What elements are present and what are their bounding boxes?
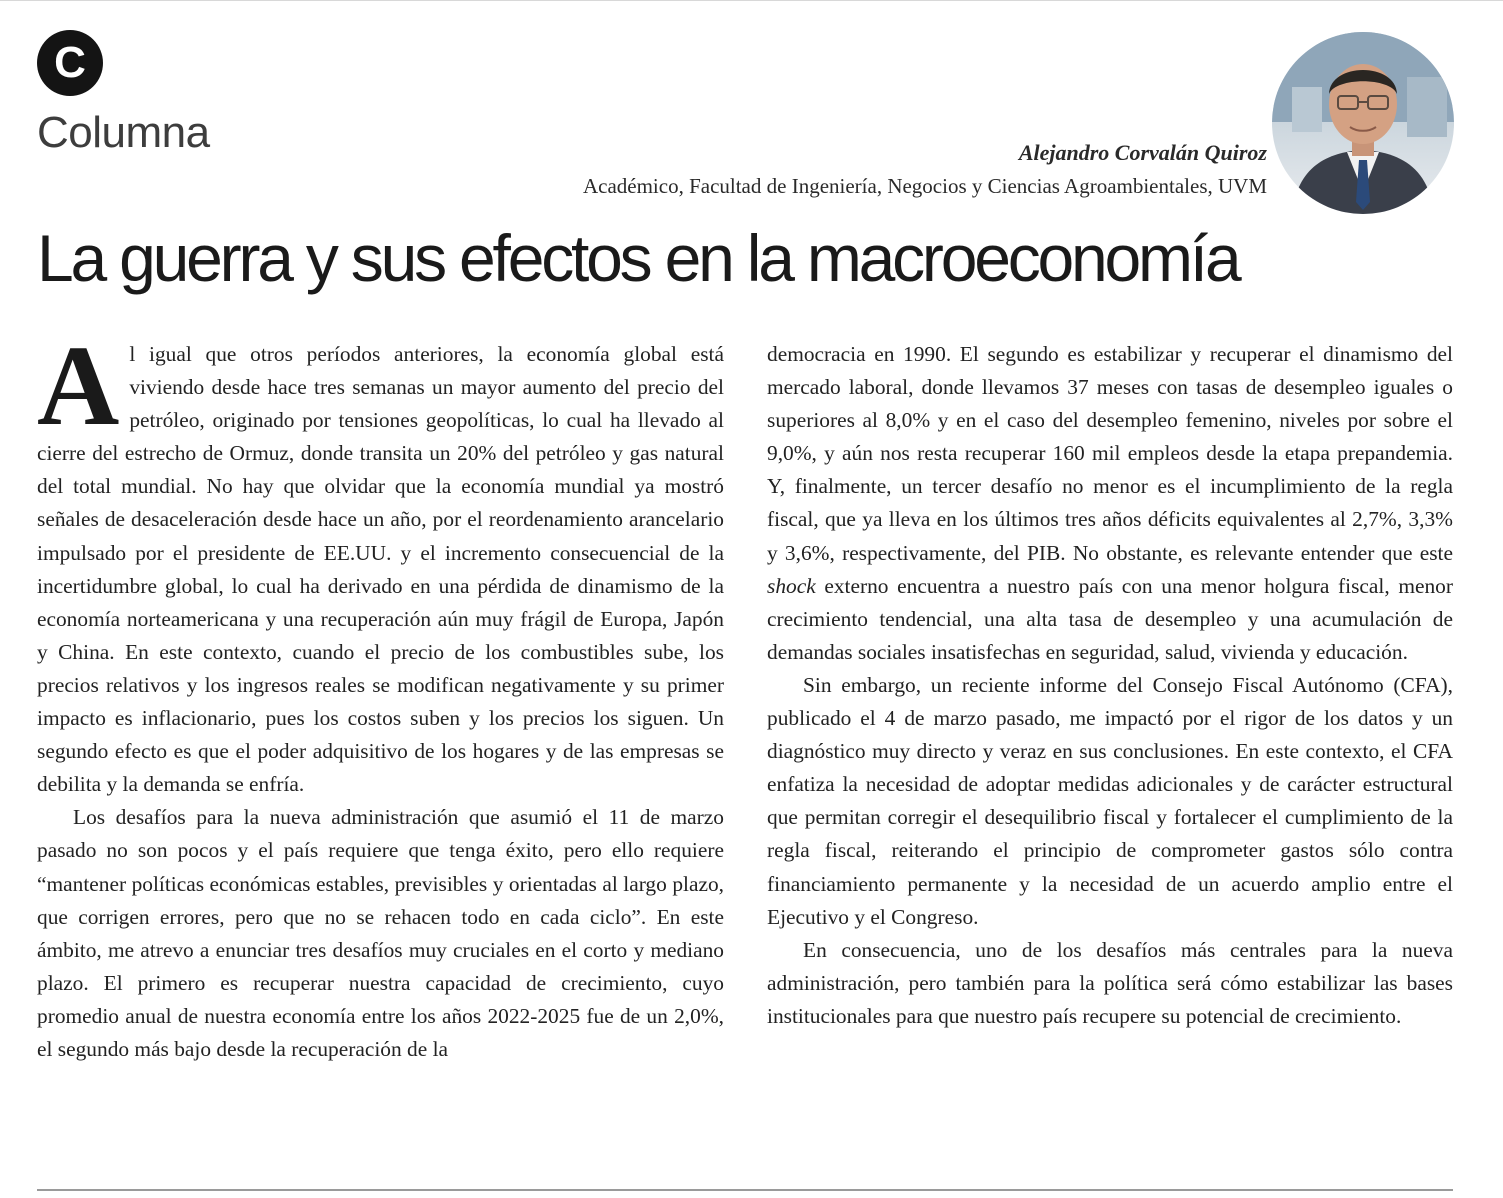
- author-avatar: [1272, 32, 1454, 214]
- person-portrait-icon: [1272, 32, 1454, 214]
- author-role: Académico, Facultad de Ingeniería, Negocios y Ciencias Agroambientales, UVM: [582, 174, 1267, 198]
- paragraph-4: En consecuencia, uno de los desafíos más centrales para la nueva administración, pero también para la política será cómo estabilizar las bases institucionales para que nuestro país recupere su potencial de crecimiento.: [767, 937, 1453, 1028]
- bottom-rule: [37, 1189, 1453, 1191]
- paragraph-2: Los desafíos para la nueva administración que asumió el 11 de marzo pasado no son pocos y el país requiere que tenga éxito, pero ello requiere “mantener políticas económicas estables, previsibles y orientadas al largo plazo, que corrigen errores, pero que no se rehacen todo en cada ciclo”. En este ámbito, me atrevo a enunciar tres desafíos muy cruciales en el corto y mediano plazo. El primero es recuperar nuestra capacidad de crecimiento, cuyo promedio anual de nuestra economía entre los años 2022-2025 fue de un 2,0%, el segundo más bajo desde la recuperación de la: [37, 805, 724, 1061]
- section-label: Columna: [37, 108, 210, 157]
- paragraph-2-continued: [767, 338, 1453, 669]
- paragraph-1-text: l igual que otros períodos anteriores, la economía global está viviendo desde hace tres semanas un mayor aumento del precio del petróleo, originado por tensiones geopolíticas, lo cual ha llevado al cierre del estrecho de Ormuz, donde transita un 20% del petróleo y gas natural del total mundial. No hay que olvidar que la economía mundial ya mostró señales de desaceleración desde hace un año, por el reordenamiento arancelario impulsado por el presidente de EE.UU. y el incremento consecuencial de la incertidumbre global, lo cual ha derivado en una pérdida de dinamismo de la economía norteamericana y una recuperación aún muy frágil de Europa, Japón y China. En este contexto, cuando el precio de los combustibles sube, los precios relativos y los ingresos reales se modifican negativamente y su primer impacto es inflacionario, pues los costos suben y los precios los siguen. Un segundo efecto es que el poder adquisitivo de los hogares y de las empresas se debilita y la demanda se enfría.: [37, 342, 724, 797]
- article-column-left: [37, 322, 724, 1066]
- paragraph-2-cont-text-a: democracia en 1990. El segundo es estabilizar y recuperar el dinamismo del mercado laboral, donde llevamos 37 meses con tasas de desempleo iguales o superiores al 8,0% y en el caso del desempleo femenino, niveles por sobre el 9,0%, y aún nos resta recuperar 160 mil empleos desde la etapa prepandemia. Y, finalmente, un tercer desafío no menor es el incumplimiento de la regla fiscal, que ya lleva en los últimos tres años déficits equivalentes al 2,7%, 3,3% y 3,6%, respectivamente, del PIB. No obstante, es relevante entender que este: [767, 342, 1453, 565]
- badge-letter: C: [54, 38, 86, 87]
- top-rule: [0, 0, 1503, 1]
- column-badge: [37, 30, 103, 96]
- drop-cap: A: [37, 322, 120, 449]
- author-name: Alejandro Corvalán Quiroz: [1018, 140, 1267, 165]
- paragraph-2-cont-text-b: externo encuentra a nuestro país con una menor holgura fiscal, menor crecimiento tendencial, una alta tasa de desempleo y una acumulación de demandas sociales insatisfechas en seguridad, salud, vivienda y educación.: [767, 573, 1453, 664]
- paragraph-1: [37, 322, 724, 801]
- article-headline: La guerra y sus efectos en la macroeconomía: [37, 221, 1239, 295]
- article-column-right: [767, 338, 1453, 1033]
- italic-term: shock: [767, 573, 816, 598]
- paragraph-3: Sin embargo, un reciente informe del Consejo Fiscal Autónomo (CFA), publicado el 4 de marzo pasado, me impactó por el rigor de los datos y un diagnóstico muy directo y veraz en sus conclusiones. En este contexto, el CFA enfatiza la necesidad de adoptar medidas adicionales y de carácter estructural que permitan corregir el desequilibrio fiscal y fortalecer el cumplimiento de la regla fiscal, reiterando el principio de comprometer gastos sólo contra financiamiento permanente y la necesidad de un acuerdo amplio entre el Ejecutivo y el Congreso.: [767, 672, 1453, 929]
